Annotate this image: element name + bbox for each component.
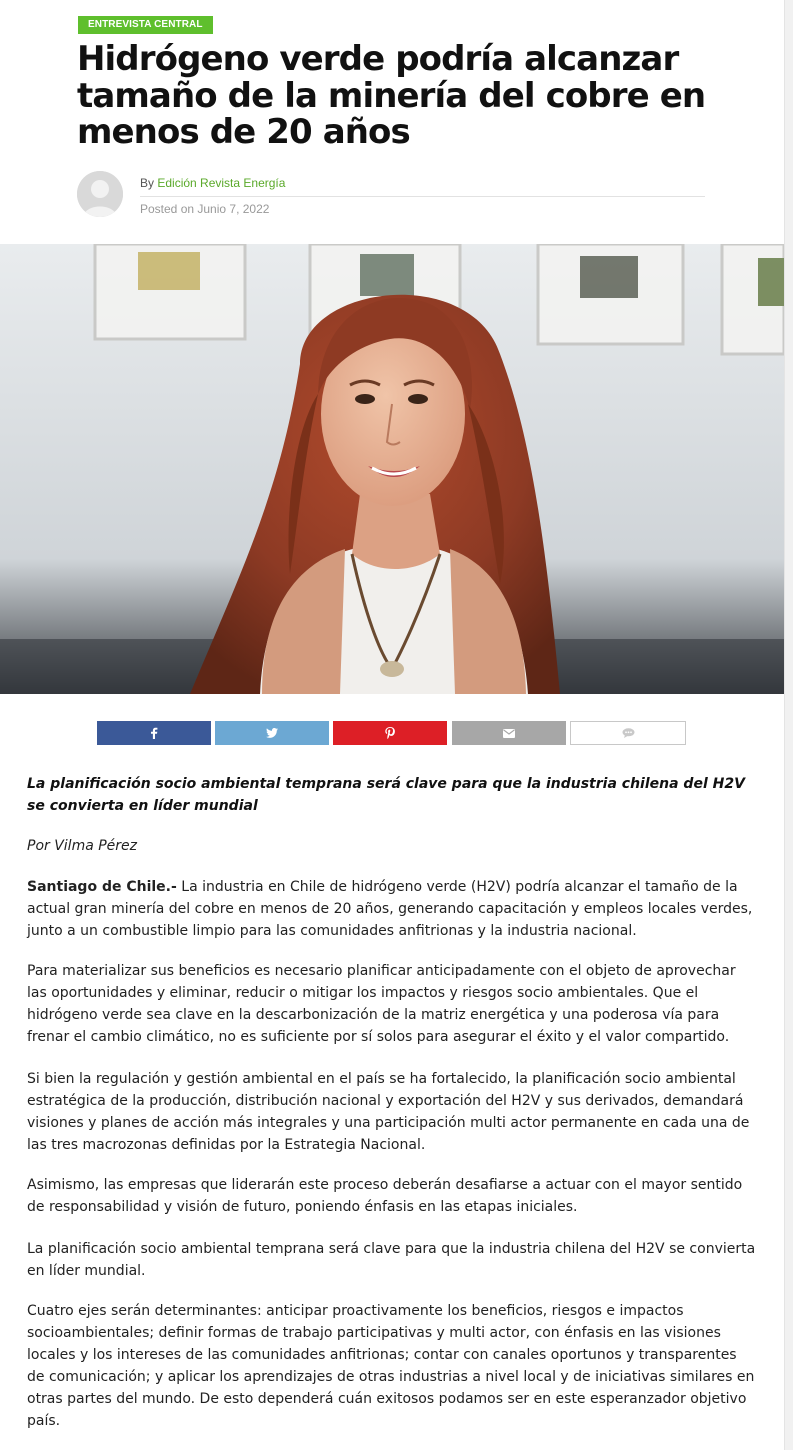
- share-pinterest-button[interactable]: [333, 721, 447, 745]
- post-date: Posted on Junio 7, 2022: [140, 202, 270, 216]
- article-paragraph: Asimismo, las empresas que liderarán este proceso deberán desafiarse a actuar con el mayor sentido de responsabilidad y visión de futuro, poniendo énfasis en las etapas iniciales.: [27, 1177, 743, 1215]
- article-lead: La planificación socio ambiental temprana será clave para que la industria chilena del H2V se convierta en líder mundial: [27, 776, 745, 814]
- author-link[interactable]: Edición Revista Energía: [157, 176, 286, 190]
- pinterest-icon: [385, 727, 395, 739]
- byline-prefix: By: [140, 176, 155, 190]
- facebook-icon: [150, 727, 158, 739]
- share-facebook-button[interactable]: [97, 721, 211, 745]
- share-email-button[interactable]: [452, 721, 566, 745]
- author-avatar[interactable]: [77, 171, 123, 217]
- article-title: Hidrógeno verde podría alcanzar tamaño de la minería del cobre en menos de 20 años: [77, 39, 706, 152]
- hero-photo: [0, 244, 784, 694]
- comment-icon: [622, 728, 635, 738]
- article-paragraph: La planificación socio ambiental temprana será clave para que la industria chilena del H2V se convierta en líder mundial.: [27, 1241, 756, 1279]
- article-author-line: Por Vilma Pérez: [27, 838, 138, 854]
- twitter-icon: [266, 728, 278, 738]
- article-paragraph: Para materializar sus beneficios es necesario planificar anticipadamente con el objeto de aprovechar las oportunidades y eliminar, reducir o mitigar los impactos y riesgos socio ambientales. Que el hidrógeno verde sea clave en la descarbonización de la matriz energética y una poderosa vía para frenar el cambio climático, no es suficiente por sí solos para asegurar el éxito y el valor compartido.: [27, 963, 736, 1045]
- article-paragraph: Cuatro ejes serán determinantes: anticipar proactivamente los beneficios, riesgos e impactos socioambientales; definir formas de trabajo participativas y multi actor, con énfasis en las visiones locales y los intereses de las comunidades anfitrionas; contar con canales oportunos y transparentes de comunicación; y aplicar los aprendizajes de otras industrias a nivel local y de iniciativas similares en otras partes del mundo. De esto dependerá cuán exitosos podamos ser en este esperanzador objetivo país.: [27, 1303, 755, 1429]
- byline-divider: [140, 196, 705, 197]
- article-paragraph: Si bien la regulación y gestión ambiental en el país se ha fortalecido, la planificación socio ambiental estratégica de la producción, distribución nacional y exportación del H2V y sus derivados, demandará visiones y planes de acción más integrales y una participación multi actor permanente en cada una de las tres macrozonas definidas por la Estrategia Nacional.: [27, 1071, 750, 1153]
- comments-button[interactable]: [570, 721, 686, 745]
- page-scrollbar[interactable]: [784, 0, 793, 1450]
- user-silhouette-icon: [77, 171, 123, 217]
- byline: [140, 176, 285, 190]
- envelope-icon: [503, 729, 515, 738]
- portrait-illustration: [0, 244, 784, 694]
- article-paragraph: [27, 876, 757, 942]
- paragraph-text: La industria en Chile de hidrógeno verde (H2V) podría alcanzar el tamaño de la actual gran minería del cobre en menos de 20 años, generando capacitación y empleos locales verdes, junto a un combustible limpio para las comunidades anfitrionas y la industria nacional.: [27, 879, 753, 939]
- dateline: Santiago de Chile.-: [27, 879, 177, 895]
- share-twitter-button[interactable]: [215, 721, 329, 745]
- category-badge[interactable]: ENTREVISTA CENTRAL: [78, 16, 213, 34]
